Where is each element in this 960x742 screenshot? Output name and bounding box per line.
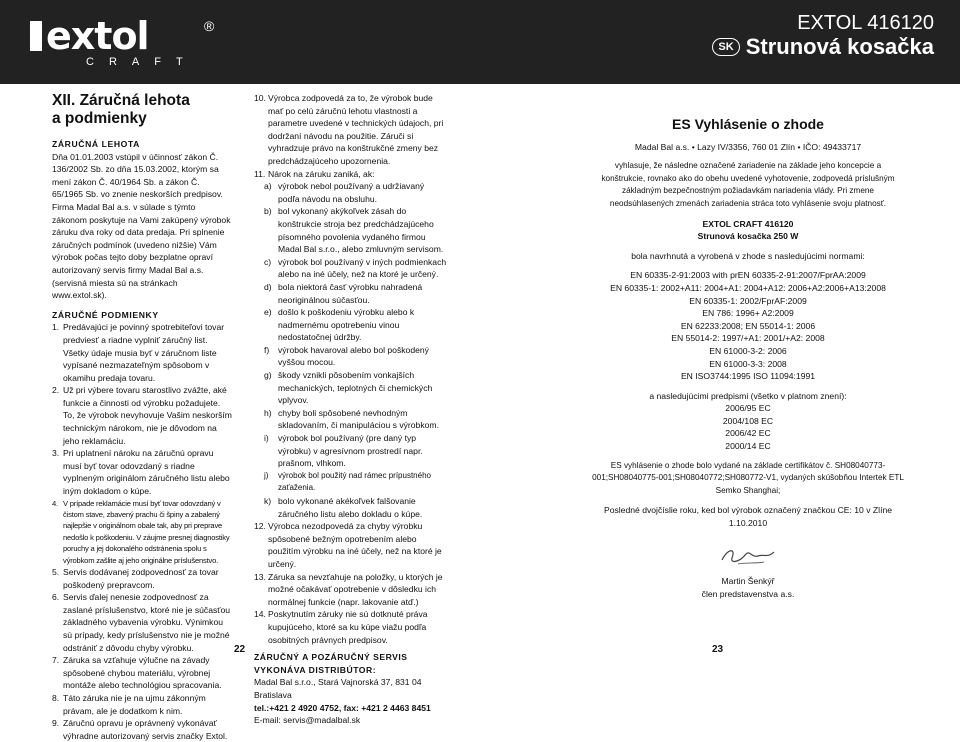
list-item: h) chyby boli spôsobené nevhodným skladovaním, či manipuláciou s výrobkom.: [264, 407, 439, 431]
list-item: 7. Záruka sa vzťahuje výlučne na závady spôsobené chybou materiálu, výrobnej montáže alebo technológiou spracovania.: [52, 655, 222, 691]
list-item: 13. Záruka sa nevzťahuje na položky, u ktorých je možné očakávať opotrebenie v dôsledku ich normálnej funkcie (napr. lakovanie atď.): [254, 571, 443, 607]
list-item: 3. Pri uplatnení nároku na záručnú opravu musí byť tovar odovzdaný s riadne vyplneným originálom záručného listu alebo iným dokladom o kúpe.: [52, 448, 230, 497]
extol-logo: [30, 12, 230, 72]
list-item: 10. Výrobca zodpovedá za to, že výrobok bude mať po celú záručnú lehotu vlastnosti a parametre uvedené v technických údajoch, pri dodržaní návodu na použitie. Záruči si vyhradzuje právo na konštrukčné zmeny bez predchádzajúceho upozornenia.: [254, 93, 444, 166]
product-model: EXTOL CRAFT 416120: [702, 218, 794, 229]
model-number: EXTOL 416120: [797, 12, 934, 34]
list-item: 5. Servis dodávanej zodpovednosť za tovar poškodený prepravcom.: [52, 567, 219, 590]
list-item: EN 60335-1: 2002+A11: 2004+A1: 2004+A12: 2006+A2:2006+A13:2008: [610, 282, 886, 293]
company-info: Madal Bal a.s. • Lazy IV/3356, 760 01 Zlín • IČO: 49433717: [634, 141, 862, 152]
list-item: EN ISO3744:1995 ISO 11094:1991: [680, 371, 816, 382]
list-item: c) výrobok bol používaný v iných podmienkach alebo na iné účely, než na ktoré je určený.: [264, 256, 447, 280]
list-item: 2004/108 EC: [722, 415, 774, 426]
directives-list: [592, 402, 904, 452]
product-title-row: [712, 34, 934, 60]
list-item: j) výrobok bol použitý nad rámec prípustného zaťaženia.: [264, 470, 431, 493]
logo-text: extol: [46, 14, 149, 58]
right-column: [592, 118, 904, 600]
service-heading: ZÁRUČNÝ A POZÁRUČNÝ SERVIS: [254, 652, 408, 663]
product-name: Strunová kosačka 250 W: [697, 231, 799, 242]
distributor-heading: VYKONÁVA DISTRIBÚTOR:: [254, 664, 377, 675]
list-item: 8. Táto záruka nie je na ujmu zákonným právam, ale je dodatkom k nim.: [52, 693, 206, 716]
declaration-title: ES Vyhlásenie o zhode: [672, 116, 824, 132]
list-item: EN 61000-3-2: 2006: [709, 345, 787, 356]
conditions-heading: ZÁRUČNÉ PODMIENKY: [52, 309, 159, 320]
exclusions-list: [264, 180, 448, 520]
list-item: 2006/95 EC: [725, 403, 771, 414]
certificates-text: ES vyhlásenie o zhode bolo vydané na základe certifikátov č. SH08040773-001;SH08040775-001;SH08040772;SH080772-V1, vydaných skúšobňou Intertek ETL Semko Shanghai;: [592, 460, 904, 495]
directives-intro: a nasledujúcimi predpismi (všetko v platnom znení):: [649, 390, 847, 401]
service-email: E-mail: servis@madalbal.sk: [254, 715, 361, 726]
list-item: 2. Už pri výbere tovaru starostlivo zvážte, aké funkcie a činnosti od výrobku požadujete. To, že výrobok nevyhovuje Vašim neskorším technickým nárokom, nie je dôvodom na jeho reklamáciu.: [52, 385, 232, 446]
standards-intro: bola navrhnutá a vyrobená v zhode s nasledujúcimi normami:: [631, 250, 865, 261]
place-date: Posledné dvojčíslie roku, ked bol výrobok označený značkou CE: 10 v Zlíne 1.10.2010: [603, 505, 893, 529]
list-item: 11. Nárok na záruku zaniká, ak:: [254, 168, 375, 179]
list-item: 9. Záručnú opravu je oprávnený vykonávať výhradne autorizovaný servis značky Extol.: [52, 718, 228, 741]
list-item: EN 61000-3-3: 2008: [709, 358, 787, 369]
list-item: 2006/42 EC: [725, 428, 771, 439]
warranty-heading: ZÁRUČNÁ LEHOTA: [52, 139, 140, 149]
page-number-left: 22: [234, 644, 246, 655]
list-item: f) výrobok havaroval alebo bol poškodený vyššou mocou.: [264, 344, 429, 368]
signature-image: [718, 544, 778, 568]
list-item: 2000/14 EC: [725, 441, 771, 452]
conditions-list: [52, 321, 232, 742]
list-item: 14. Poskytnutím záruky nie sú dotknuté práva kupujúceho, ktoré sa ku kúpe viažu podľa osobitných právnych predpisov.: [254, 609, 428, 645]
logo-mark-icon: [30, 21, 42, 51]
declaration-text: vyhlasuje, že následne označené zariadenie na základe jeho koncepcie a konštrukcie, rovnako ako do obehu uvedené vyhotovenie, zodpovedá príslušným základným bezpečnostným požiadavkám nariadenia vlády. Pri zmene neodsúhlasených zmenách zariadenia stráca toto vyhlásenie svoju platnosť.: [601, 161, 895, 208]
list-item: 12. Výrobca nezodpovedá za chyby výrobku spôsobené bežným opotrebením alebo použitím výrobku na iné účely, než na ktoré je určený.: [254, 521, 442, 569]
list-item: k) bolo vykonané akékoľvek falšovanie záručného listu alebo dokladu o kúpe.: [264, 496, 423, 519]
logo-subtext: CRAFT: [86, 56, 198, 68]
list-item: 4. V prípade reklamácie musí byť tovar odovzdaný v čistom stave, zbavený prachu či špiny a zabalený najlepšie v originálnom obale tak, aby pri preprave nedošlo k poškodeniu. V záujme presnej diagnostiky poruchy a jej dokonalého odstránenia spolu s výrobkom zašlite aj jeho originálne príslušenstvo.: [52, 498, 230, 565]
list-item: e) došlo k poškodeniu výrobku alebo k nadmernému opotrebeniu vinou nedostatočnej údržby.: [264, 307, 415, 343]
service-phone: tel.:+421 2 4920 4752, fax: +421 2 4463 8451: [254, 702, 431, 713]
list-item: i) výrobok bol používaný (pre daný typ výrobku) v agresívnom prostredí napr. prašnom, vlhkom.: [264, 433, 423, 469]
list-item: g) škody vznikli pôsobením vonkajších mechanických, teplotných či chemických vplyvov.: [264, 370, 433, 406]
signer-role: člen predstavenstva a.s.: [701, 588, 795, 599]
service-address: Madal Bal s.r.o., Stará Vajnorská 37, 831 04 Bratislava: [254, 677, 422, 700]
list-item: b) bol vykonaný akýkoľvek zásah do konštrukcie stroja bez predchádzajúceho písomného povolenia vydaného firmou Madal Bal s.r.o., alebo zmluvným servisom.: [264, 206, 444, 255]
list-item: 1. Predávajúci je povinný spotrebiteľovi tovar predviesť a riadne vyplniť záručný list. Všetky údaje musia byť v záručnom liste vypísané nezmazateľným spôsobom v okamihu predaja tovaru.: [52, 322, 225, 383]
list-item: d) bola niektorá časť výrobku nahradená neoriginálnou súčasťou.: [264, 281, 423, 305]
product-title: Strunová kosačka: [745, 34, 934, 59]
list-item: EN 60335-2-91:2003 with prEN 60335-2-91:2007/FprAA:2009: [630, 270, 866, 281]
list-item: a) výrobok nebol používaný a udržiavaný podľa návodu na obsluhu.: [264, 181, 425, 204]
list-item: EN 60335-1: 2002/FprAF:2009: [689, 295, 807, 306]
page-number-right: 23: [712, 644, 724, 655]
list-item: EN 786: 1996+ A2:2009: [702, 308, 794, 319]
registered-mark: ®: [204, 18, 215, 34]
standards-list: [592, 269, 904, 382]
section-title: XII. Záručná lehota a podmienky: [52, 92, 190, 127]
list-item: 6. Servis ďalej nenesie zodpovednosť za zaslané príslušenstvo, ktoré nie je súčasťou základného vybavenia výrobku. Výnimkou sú prípady, kedy príslušenstvo nie je možné odstrániť z dôvodu chyby výrobku.: [52, 592, 231, 653]
list-item: EN 62233:2008; EN 55014-1: 2006: [680, 320, 816, 331]
page-header: [0, 0, 960, 84]
warranty-text: Dňa 01.01.2003 vstúpil v účinnosť zákon Č. 136/2002 Sb. zo dňa 15.03.2002, ktorým sa mení zákon Č. 40/1964 Sb. a zákon Č. 65/1965 Sb. vo znenie neskorších predpisov. Firma Madal Bal a.s. v súlade s týmto zákonom poskytuje na Vami zakúpený výrobok záruku dva roky od data predaja. Pri splnenie záručných podmínok (uvedeno nižšie) Vám výrobok počas tejto doby bezplatne opraví autorizovaný servis firmy Madal Bal a.s.(servisná miesta sú na stránkach www.extol.sk).: [52, 151, 231, 301]
language-badge: SK: [712, 38, 739, 56]
left-column: [52, 92, 232, 742]
list-item: EN 55014-2: 1997/+A1: 2001/+A2: 2008: [671, 333, 825, 344]
middle-column: [254, 92, 448, 727]
signer-name: Martin Šenkýř: [721, 576, 775, 587]
